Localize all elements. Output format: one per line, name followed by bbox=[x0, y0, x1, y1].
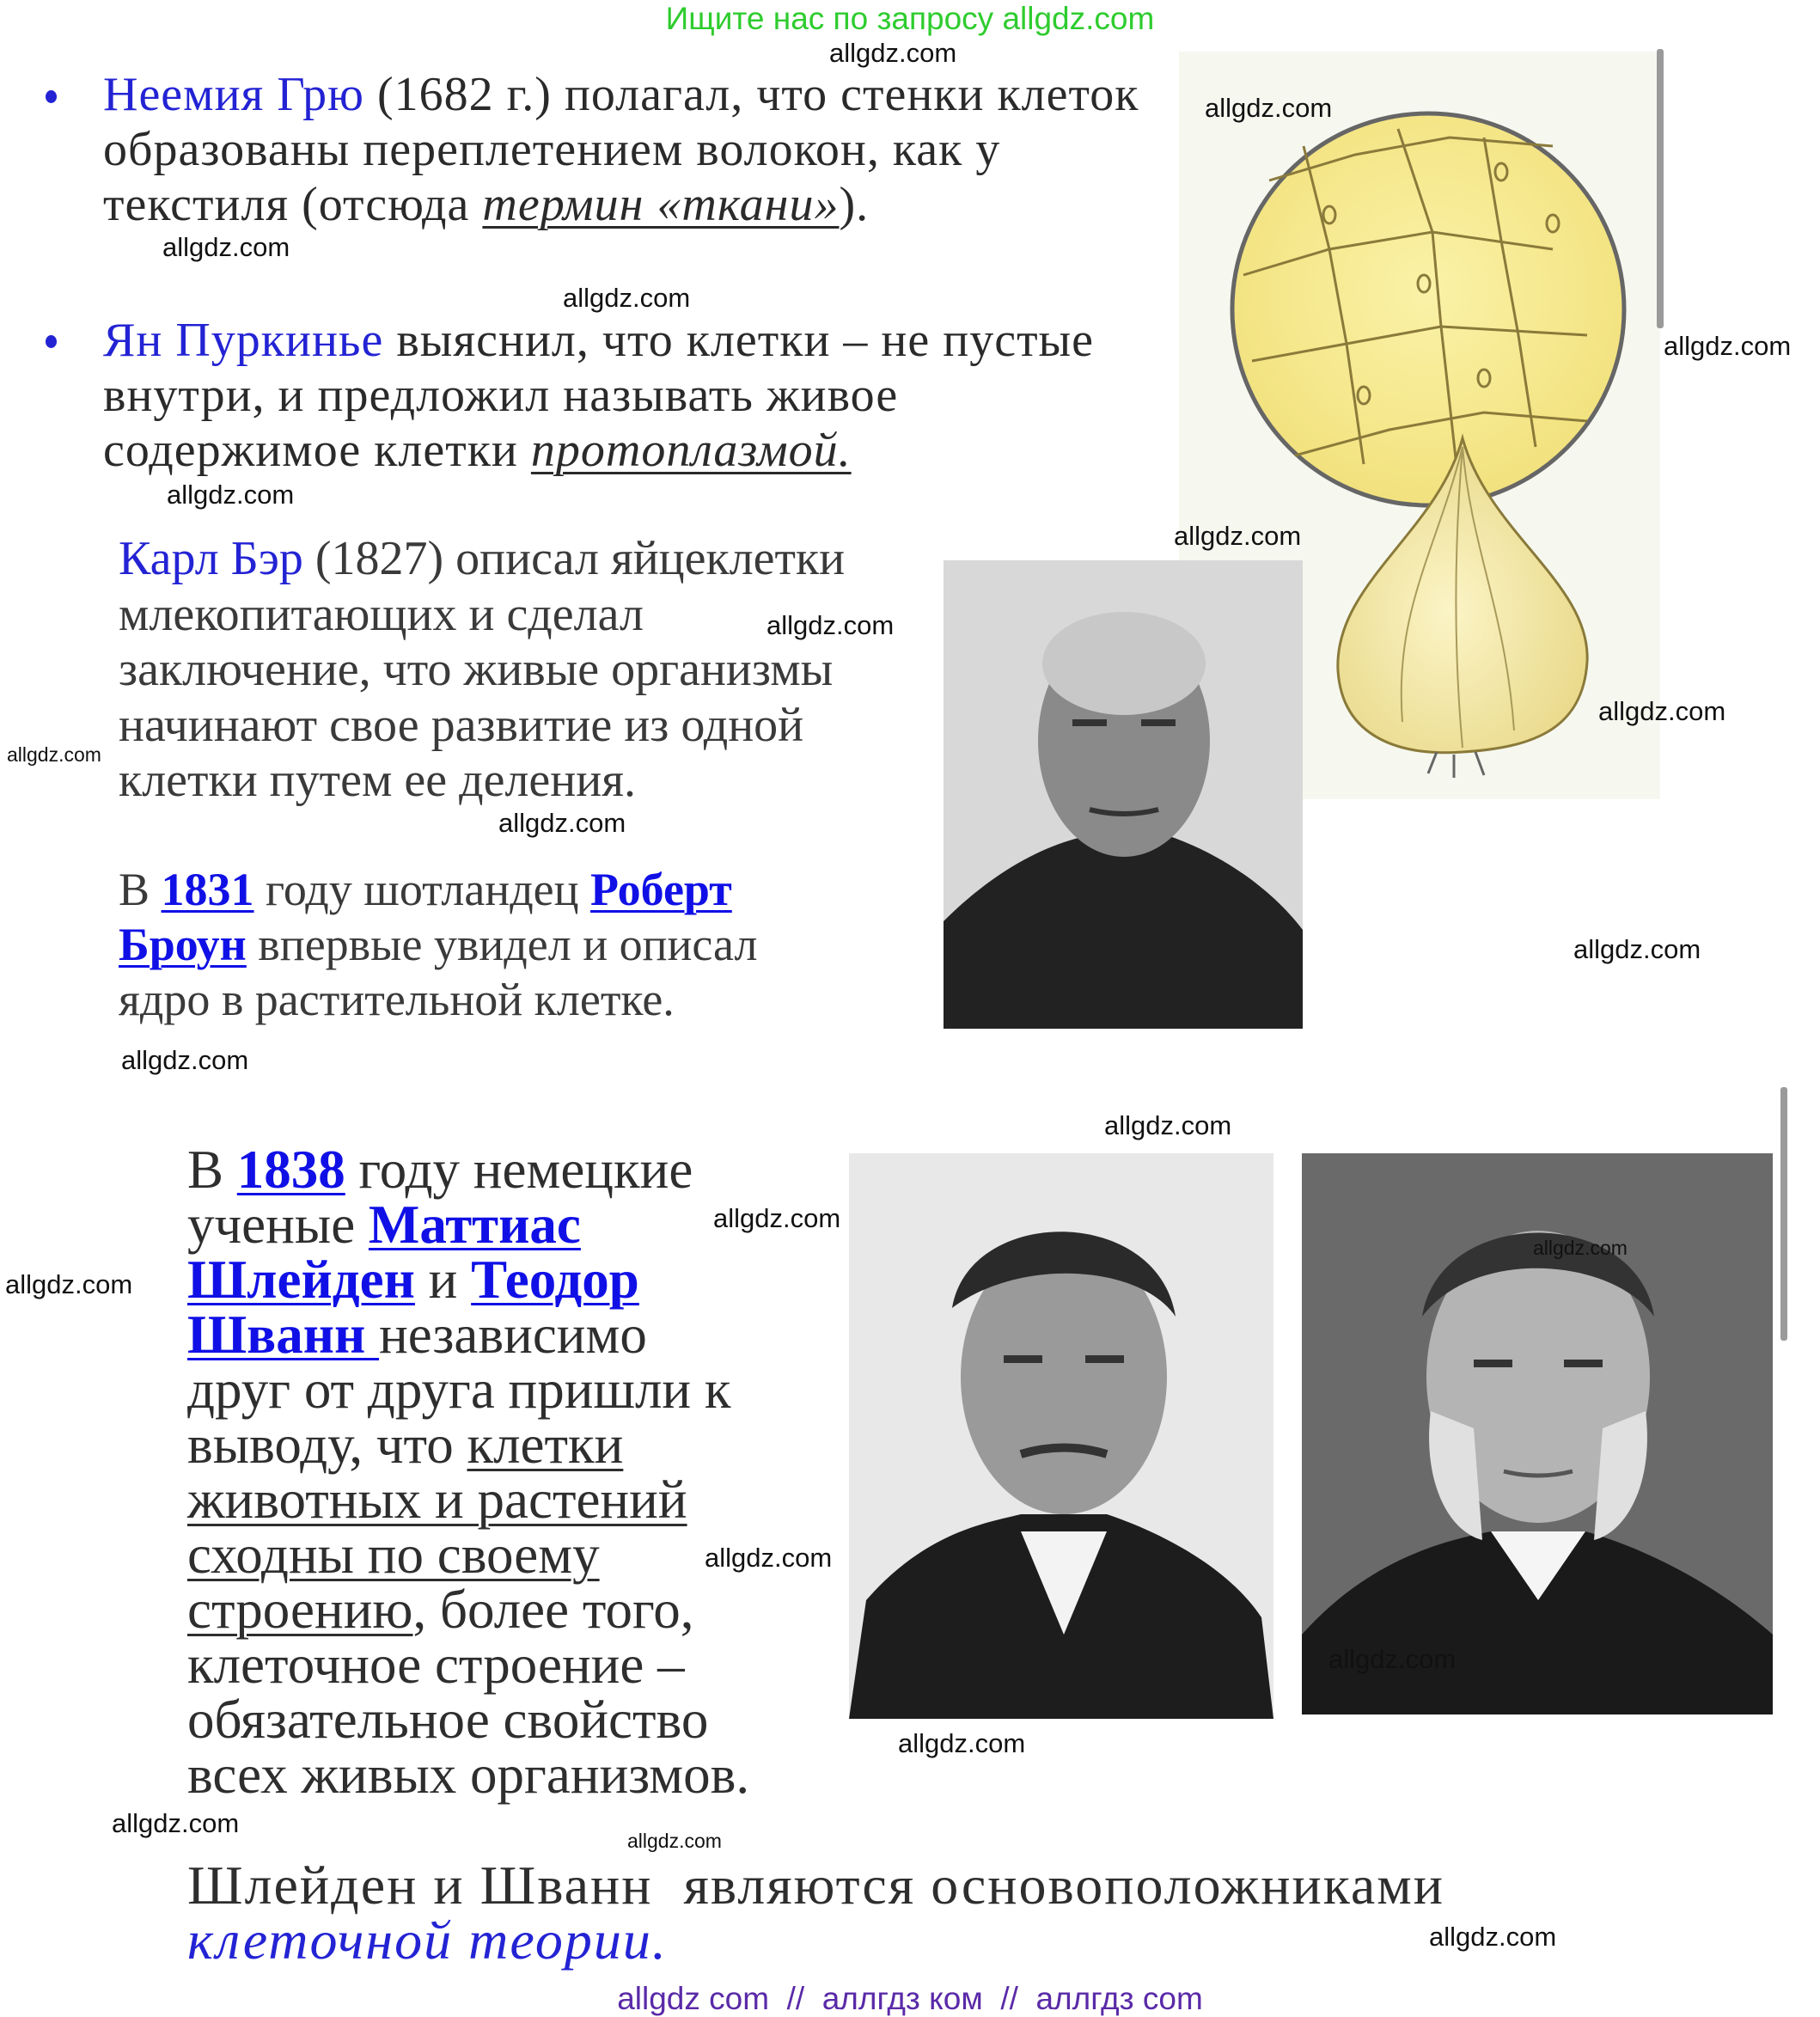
watermark: allgdz.com bbox=[1429, 1922, 1557, 1952]
watermark: allgdz.com bbox=[627, 1830, 722, 1852]
text: выводу, что bbox=[187, 1415, 467, 1475]
link-year-1831[interactable]: 1831 bbox=[161, 864, 254, 915]
watermark: allgdz.com bbox=[498, 808, 626, 838]
watermark: allgdz.com bbox=[713, 1203, 841, 1233]
text: содержимое клетки bbox=[103, 424, 531, 477]
link-schwann[interactable]: Шванн bbox=[187, 1305, 380, 1365]
scientist-name-baer: Карл Бэр bbox=[119, 532, 303, 585]
term-protoplasm: протоплазмой. bbox=[530, 424, 852, 477]
watermark: allgdz.com bbox=[1328, 1644, 1457, 1674]
watermark: allgdz.com bbox=[112, 1808, 240, 1838]
watermark: allgdz.com bbox=[1205, 93, 1333, 123]
text: заключение, что живые организмы bbox=[119, 643, 834, 696]
paragraph-grew bbox=[103, 70, 1139, 235]
paragraph-baer bbox=[119, 532, 846, 812]
text: В bbox=[187, 1140, 237, 1200]
underlined-text: строению bbox=[187, 1580, 413, 1640]
scrollbar-bottom[interactable] bbox=[1780, 1087, 1787, 1341]
text: году немецкие bbox=[345, 1140, 693, 1200]
watermark: allgdz.com bbox=[898, 1728, 1026, 1758]
paragraph-schleiden-schwann bbox=[187, 1140, 750, 1805]
watermark: allgdz.com bbox=[162, 232, 290, 262]
text: клеточное строение – bbox=[187, 1635, 685, 1695]
footer-watermark: allgdz com // аллгдз ком // аллгдз com bbox=[617, 1981, 1203, 2016]
text: клетки путем ее деления. bbox=[119, 754, 636, 807]
bullet-icon bbox=[46, 335, 57, 348]
text: всех живых организмов. bbox=[187, 1745, 750, 1805]
text: (1827) описал яйцеклетки bbox=[302, 532, 846, 585]
underlined-text: животных и растений bbox=[187, 1470, 687, 1530]
watermark: allgdz.com bbox=[705, 1543, 833, 1573]
watermark: allgdz.com bbox=[563, 283, 691, 313]
text: независимо bbox=[379, 1305, 647, 1365]
underlined-text: клетки bbox=[467, 1415, 624, 1475]
text: млекопитающих и сделал bbox=[119, 587, 644, 641]
paragraph-brown bbox=[119, 866, 757, 1031]
watermark: allgdz.com bbox=[829, 38, 957, 68]
watermark: allgdz.com bbox=[766, 610, 895, 640]
scientist-name-purkinje: Ян Пуркинье bbox=[103, 314, 384, 367]
link-year-1838[interactable]: 1838 bbox=[236, 1140, 345, 1200]
watermark: allgdz.com bbox=[7, 743, 101, 766]
text: обязательное свойство bbox=[187, 1690, 709, 1750]
watermark: allgdz.com bbox=[1573, 934, 1701, 964]
text: , более того, bbox=[412, 1580, 694, 1640]
paragraph-purkinje bbox=[103, 316, 1094, 481]
scientist-name-grew: Неемия Грю bbox=[103, 68, 364, 121]
watermark: allgdz.com bbox=[1174, 521, 1302, 551]
conclusion bbox=[187, 1855, 1444, 1971]
link-brown[interactable]: Броун bbox=[119, 919, 247, 970]
text: выяснил, что клетки – не пустые bbox=[383, 314, 1095, 367]
text: текстиля (отсюда bbox=[103, 178, 483, 231]
text: внутри, и предложил называть живое bbox=[103, 369, 899, 422]
scrollbar-top[interactable] bbox=[1657, 49, 1664, 328]
text: ядро в растительной клетке. bbox=[119, 974, 675, 1025]
text: и bbox=[414, 1250, 472, 1310]
watermark: allgdz.com bbox=[1598, 696, 1726, 726]
watermark: allgdz.com bbox=[167, 480, 295, 510]
term-tissues: термин «ткани» bbox=[482, 178, 840, 231]
text: году шотландец bbox=[253, 864, 591, 915]
link-schleiden[interactable]: Шлейден bbox=[187, 1250, 415, 1310]
watermark: allgdz.com bbox=[5, 1269, 133, 1299]
text: ученые bbox=[187, 1195, 369, 1255]
link-theodor[interactable]: Теодор bbox=[471, 1250, 639, 1310]
text: впервые увидел и описал bbox=[246, 919, 758, 970]
text: друг от друга пришли к bbox=[187, 1360, 731, 1420]
text: (1682 г.) полагал, что стенки клеток bbox=[364, 68, 1139, 121]
portrait-matthias-schleiden bbox=[849, 1153, 1273, 1719]
search-banner: Ищите нас по запросу allgdz.com bbox=[665, 1, 1155, 36]
watermark: allgdz.com bbox=[121, 1045, 249, 1075]
link-matthias[interactable]: Маттиас bbox=[368, 1195, 581, 1255]
text: ). bbox=[839, 178, 870, 231]
link-robert[interactable]: Роберт bbox=[590, 864, 732, 915]
text: В bbox=[119, 864, 162, 915]
bullet-icon bbox=[46, 90, 57, 103]
text: Шлейден и Шванн являются основоположниками bbox=[187, 1855, 1444, 1916]
watermark: allgdz.com bbox=[1533, 1237, 1628, 1259]
watermark: allgdz.com bbox=[1664, 331, 1792, 361]
text: начинают свое развитие из одной bbox=[119, 698, 804, 752]
term-cell-theory: клеточной теории. bbox=[187, 1910, 668, 1971]
watermark: allgdz.com bbox=[1104, 1110, 1232, 1140]
text: образованы переплетением волокон, как у bbox=[103, 123, 1001, 176]
portrait-karl-baer bbox=[944, 560, 1303, 1029]
underlined-text: сходны по своему bbox=[187, 1525, 600, 1585]
